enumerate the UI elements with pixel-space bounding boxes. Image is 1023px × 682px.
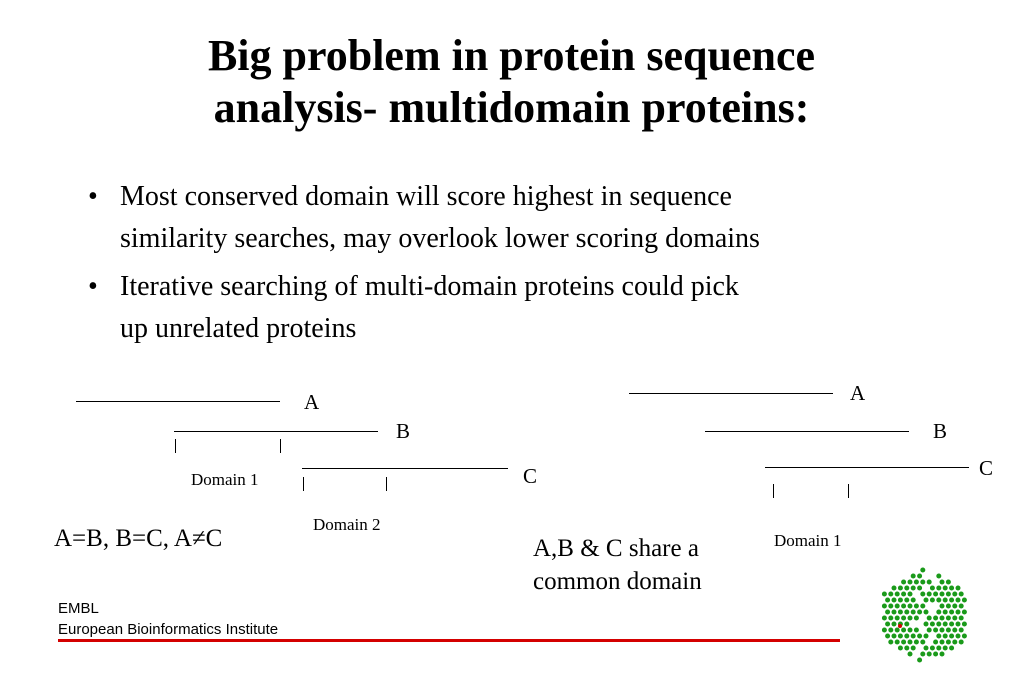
- sequence-line-b: [705, 431, 909, 432]
- footer-accent-line: [58, 639, 840, 642]
- logo-dot: [911, 574, 916, 579]
- logo-dot: [904, 598, 909, 603]
- logo-dot: [927, 592, 932, 597]
- logo-dot: [920, 580, 925, 585]
- logo-dot: [930, 646, 935, 651]
- logo-dot: [901, 616, 906, 621]
- logo-dot: [908, 580, 913, 585]
- logo-dot: [882, 592, 887, 597]
- logo-dot: [936, 610, 941, 615]
- logo-dot: [943, 610, 948, 615]
- logo-dot: [952, 628, 957, 633]
- logo-dot: [904, 586, 909, 591]
- logo-dot: [946, 580, 951, 585]
- logo-dot: [940, 628, 945, 633]
- logo-dot: [917, 658, 922, 663]
- logo-dot: [892, 634, 897, 639]
- logo-dot: [901, 592, 906, 597]
- logo-dot: [952, 592, 957, 597]
- logo-dot: [940, 616, 945, 621]
- domain-1-start-tick: [773, 484, 774, 498]
- logo-dot: [956, 634, 961, 639]
- bullet-list: [88, 176, 968, 356]
- logo-dot: [901, 640, 906, 645]
- bullet-item: [88, 266, 968, 350]
- label-b: B: [933, 419, 948, 443]
- domain-2-end-tick: [386, 477, 387, 491]
- logo-dot: [904, 634, 909, 639]
- logo-dot: [927, 580, 932, 585]
- logo-dot: [892, 610, 897, 615]
- logo-dot: [959, 616, 964, 621]
- logo-dot: [920, 568, 925, 573]
- logo-dot: [904, 646, 909, 651]
- logo-dot: [946, 604, 951, 609]
- shared-domain-caption: [533, 532, 702, 598]
- logo-dot: [911, 646, 916, 651]
- domain-1-start-tick: [175, 439, 176, 453]
- domain-2-label: Domain 2: [313, 515, 381, 534]
- logo-dot: [924, 610, 929, 615]
- logo-dot: [956, 622, 961, 627]
- logo-dot: [908, 628, 913, 633]
- logo-dot: [901, 628, 906, 633]
- logo-dot: [888, 616, 893, 621]
- bullet-icon: •: [88, 271, 98, 302]
- logo-dot: [888, 640, 893, 645]
- logo-dot: [956, 598, 961, 603]
- logo-dot: [949, 598, 954, 603]
- logo-dot: [962, 622, 967, 627]
- logo-dot: [885, 634, 890, 639]
- logo-dot: [943, 598, 948, 603]
- logo-dot: [895, 640, 900, 645]
- logo-dot: [898, 646, 903, 651]
- logo-dot: [952, 616, 957, 621]
- sequence-line-c: [765, 467, 969, 468]
- logo-dot: [901, 580, 906, 585]
- footer-org: [58, 598, 278, 640]
- logo-dot: [892, 598, 897, 603]
- logo-dot: [949, 622, 954, 627]
- logo-dot: [936, 574, 941, 579]
- logo-dot: [940, 652, 945, 657]
- label-a: A: [304, 390, 320, 414]
- logo-dot: [949, 634, 954, 639]
- bullet-line: similarity searches, may overlook lower scoring domains: [120, 223, 760, 254]
- logo-dot: [943, 634, 948, 639]
- logo-dot: [898, 586, 903, 591]
- domain-1-end-tick: [280, 439, 281, 453]
- logo-dot: [940, 640, 945, 645]
- title-line-1: Big problem in protein sequence: [207, 31, 816, 80]
- logo-dot: [882, 604, 887, 609]
- logo-dot: [933, 628, 938, 633]
- logo-dot: [914, 640, 919, 645]
- logo-dot: [908, 640, 913, 645]
- logo-dot: [895, 592, 900, 597]
- bullet-line: up unrelated proteins: [120, 313, 357, 344]
- logo-dot: [940, 604, 945, 609]
- logo-dot: [901, 604, 906, 609]
- label-b: B: [396, 419, 411, 443]
- logo-dot: [920, 640, 925, 645]
- sequence-line-a: [629, 393, 833, 394]
- logo-dot: [917, 610, 922, 615]
- logo-dot: [927, 652, 932, 657]
- logo-dot: [917, 586, 922, 591]
- logo-dot: [933, 616, 938, 621]
- logo-dot: [888, 592, 893, 597]
- domain-1-label: Domain 1: [191, 470, 259, 489]
- logo-dot: [914, 604, 919, 609]
- logo-dot: [936, 622, 941, 627]
- logo-dot: [946, 592, 951, 597]
- footer-org-name: EMBL: [58, 600, 99, 617]
- logo-dot: [946, 640, 951, 645]
- bullet-line: Most conserved domain will score highest in sequence: [120, 181, 732, 212]
- logo-dot: [959, 604, 964, 609]
- domain-1-label: Domain 1: [774, 531, 842, 550]
- logo-dot: [898, 598, 903, 603]
- logo-dot: [892, 622, 897, 627]
- logo-dot: [940, 592, 945, 597]
- logo-dot: [920, 592, 925, 597]
- logo-dot: [956, 610, 961, 615]
- footer-institute-name: European Bioinformatics Institute: [58, 621, 279, 638]
- logo-dot: [943, 622, 948, 627]
- logo-dot: [930, 586, 935, 591]
- logo-accent-dot: [898, 624, 902, 628]
- logo-dot: [952, 604, 957, 609]
- logo-dot: [943, 586, 948, 591]
- logo-dot: [943, 646, 948, 651]
- logo-dot: [885, 622, 890, 627]
- logo-dot: [888, 628, 893, 633]
- logo-dot: [924, 622, 929, 627]
- logo-dot: [959, 640, 964, 645]
- logo-dot: [933, 640, 938, 645]
- logo-dot: [949, 586, 954, 591]
- domain-1-end-tick: [848, 484, 849, 498]
- logo-dot: [936, 586, 941, 591]
- logo-dot: [911, 634, 916, 639]
- logo-dot: [920, 652, 925, 657]
- logo-dot: [940, 580, 945, 585]
- logo-dot: [933, 592, 938, 597]
- logo-dot: [908, 652, 913, 657]
- logo-dot: [914, 628, 919, 633]
- sequence-line-a: [76, 401, 280, 402]
- caption-line: common domain: [533, 568, 702, 595]
- slide-title: [0, 30, 1023, 134]
- logo-dot: [962, 634, 967, 639]
- logo-dot: [930, 598, 935, 603]
- logo-dot: [936, 598, 941, 603]
- logo-dot: [908, 604, 913, 609]
- logo-dot: [962, 598, 967, 603]
- logo-dot: [949, 646, 954, 651]
- logo-dot: [917, 634, 922, 639]
- logo-dot: [920, 604, 925, 609]
- logo-dot: [908, 592, 913, 597]
- logo-dot: [952, 640, 957, 645]
- logo-dot: [946, 616, 951, 621]
- bullet-item: [88, 176, 968, 260]
- logo-dot: [895, 616, 900, 621]
- logo-dot: [927, 628, 932, 633]
- logo-dot: [885, 598, 890, 603]
- logo-dot: [924, 598, 929, 603]
- logo-dot: [895, 628, 900, 633]
- logo-dot: [927, 616, 932, 621]
- logo-dot: [936, 646, 941, 651]
- caption-line: A,B & C share a: [533, 535, 699, 562]
- logo-dot: [882, 628, 887, 633]
- label-a: A: [850, 381, 866, 405]
- bullet-icon: •: [88, 181, 98, 212]
- logo-dot: [898, 634, 903, 639]
- sequence-line-c: [302, 468, 508, 469]
- domain-2-start-tick: [303, 477, 304, 491]
- logo-dot: [959, 628, 964, 633]
- bullet-line: Iterative searching of multi-domain proteins could pick: [120, 271, 739, 302]
- embl-ebi-logo-icon: [872, 566, 978, 666]
- logo-dot: [898, 610, 903, 615]
- logo-dot: [888, 604, 893, 609]
- logo-dot: [914, 616, 919, 621]
- relation-text: A=B, B=C, A≠C: [54, 525, 223, 552]
- logo-dot: [924, 646, 929, 651]
- logo-dot: [892, 586, 897, 591]
- logo-dot: [911, 598, 916, 603]
- title-line-2: analysis- multidomain proteins:: [213, 83, 810, 132]
- label-c: C: [523, 464, 538, 488]
- logo-dot: [904, 622, 909, 627]
- logo-dot: [882, 616, 887, 621]
- logo-dot: [962, 610, 967, 615]
- logo-dot: [933, 652, 938, 657]
- label-c: C: [979, 456, 994, 480]
- logo-dot: [917, 574, 922, 579]
- logo-dot: [914, 580, 919, 585]
- logo-dot: [885, 610, 890, 615]
- logo-dot: [949, 610, 954, 615]
- logo-dot: [911, 610, 916, 615]
- logo-dot: [924, 634, 929, 639]
- sequence-line-b: [174, 431, 378, 432]
- logo-dot: [908, 616, 913, 621]
- logo-dot: [946, 628, 951, 633]
- logo-dot: [904, 610, 909, 615]
- logo-dot: [911, 586, 916, 591]
- logo-dot: [959, 592, 964, 597]
- logo-dot: [930, 622, 935, 627]
- logo-dot: [936, 634, 941, 639]
- logo-dot: [895, 604, 900, 609]
- logo-dot: [956, 586, 961, 591]
